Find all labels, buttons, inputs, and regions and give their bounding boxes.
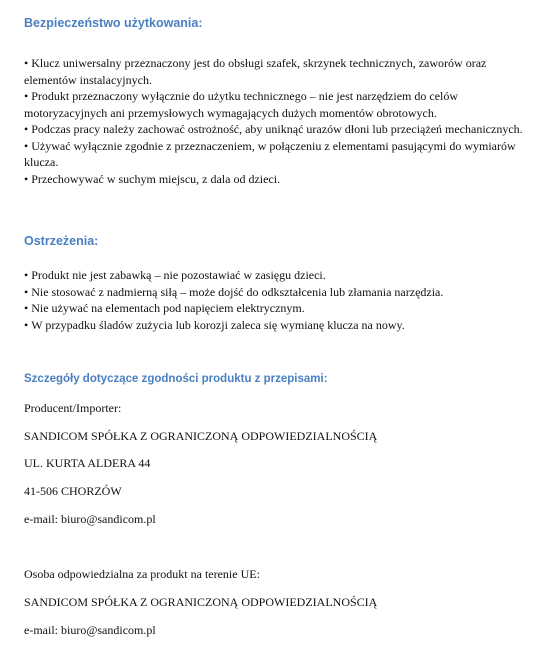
safety-heading: Bezpieczeństwo użytkowania: [24, 16, 203, 30]
list-item: • Produkt przeznaczony wyłącznie do użytku technicznego – nie jest narzędziem do celów motoryzacyjnych ani przemysłowych wymagających dużych momentów obrotowych. [24, 88, 532, 121]
safety-list [24, 55, 532, 187]
warnings-list [24, 267, 532, 333]
list-item: • Przechowywać w suchym miejscu, z dala od dzieci. [24, 171, 532, 188]
producer-street: UL. KURTA ALDERA 44 [24, 456, 151, 470]
list-item: • Podczas pracy należy zachować ostrożność, aby uniknąć urazów dłoni lub przeciążeń mechanicznych. [24, 121, 532, 138]
list-item: • W przypadku śladów zużycia lub korozji zaleca się wymianę klucza na nowy. [24, 317, 532, 334]
compliance-heading: Szczegóły dotyczące zgodności produktu z przepisami: [24, 373, 328, 385]
responsible-person-label: Osoba odpowiedzialna za produkt na terenie UE: [24, 567, 260, 581]
producer-city: 41-506 CHORZÓW [24, 484, 122, 498]
producer-label: Producent/Importer: [24, 401, 122, 415]
warnings-heading: Ostrzeżenia: [24, 234, 99, 248]
responsible-email: e-mail: biuro@sandicom.pl [24, 623, 156, 637]
list-item: • Nie używać na elementach pod napięciem elektrycznym. [24, 300, 532, 317]
producer-company: SANDICOM SPÓŁKA Z OGRANICZONĄ ODPOWIEDZIALNOŚCIĄ [24, 429, 378, 443]
list-item: • Używać wyłącznie zgodnie z przeznaczeniem, w połączeniu z elementami pasującymi do wymiarów klucza. [24, 138, 532, 171]
responsible-company: SANDICOM SPÓŁKA Z OGRANICZONĄ ODPOWIEDZIALNOŚCIĄ [24, 595, 378, 609]
list-item: • Nie stosować z nadmierną siłą – może dojść do odkształcenia lub złamania narzędzia. [24, 284, 532, 301]
producer-email: e-mail: biuro@sandicom.pl [24, 512, 156, 526]
list-item: • Produkt nie jest zabawką – nie pozostawiać w zasięgu dzieci. [24, 267, 532, 284]
list-item: • Klucz uniwersalny przeznaczony jest do obsługi szafek, skrzynek technicznych, zaworów oraz elementów instalacyjnych. [24, 55, 532, 88]
